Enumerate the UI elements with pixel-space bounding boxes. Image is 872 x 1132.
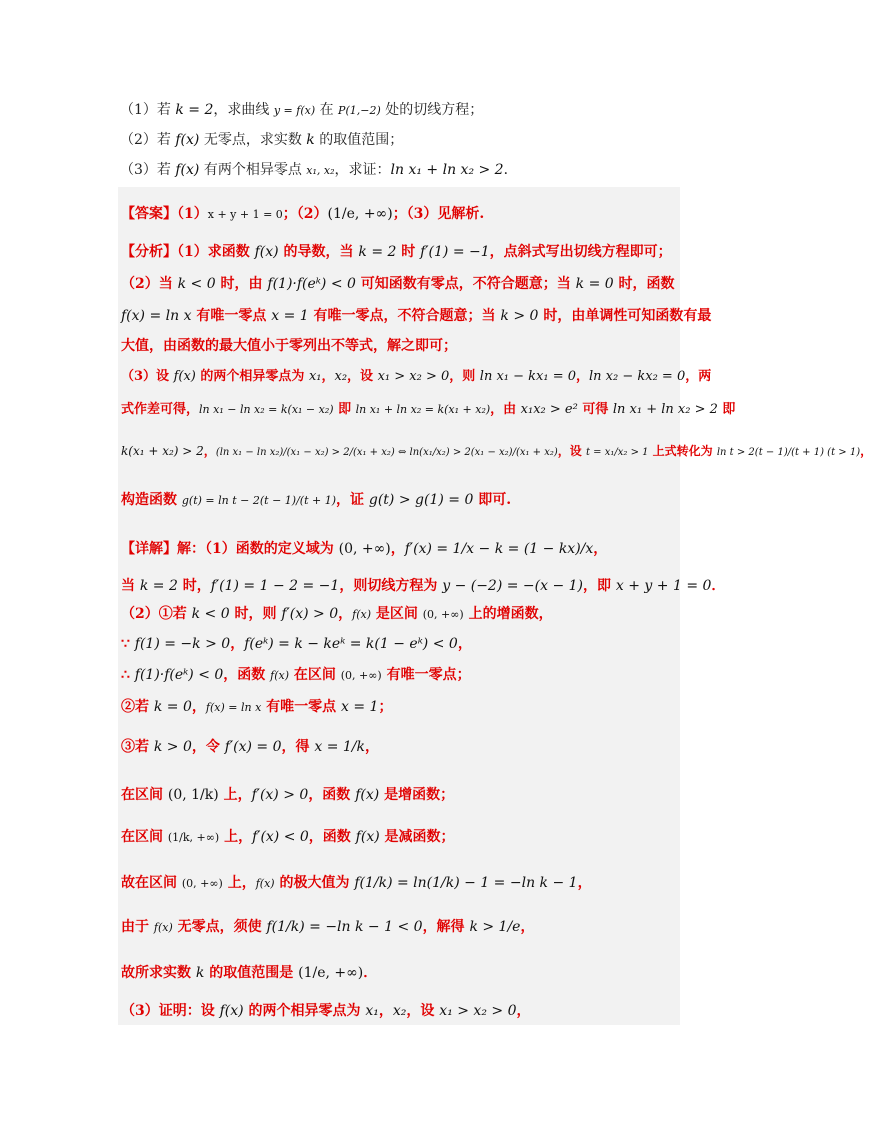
math: f(x) = ln x [121,308,192,324]
analysis-line-6 [121,398,735,417]
detail-text: ， [191,699,206,715]
analysis-text: ，设 [557,444,586,458]
detail-text: 的取值范围是 [204,965,299,981]
math: x₁ [308,369,322,384]
detail-text: 是增函数； [379,787,455,803]
math: x + y + 1 = 0 [615,578,712,594]
detail-text: ③若 [121,739,154,755]
math: ln x₁ + ln x₂ > 2 [390,162,504,178]
detail-text: ②若 [121,699,154,715]
analysis-text: 的两个相异零点为 [195,369,309,384]
detail-line-5 [121,664,471,684]
analysis-text: 的导数，当 [278,244,359,260]
detail-text: ， [390,541,405,557]
analysis-text: （2）当 [121,276,178,292]
detail-text: ， [520,919,535,935]
detail-text: ， [593,541,608,557]
math: ln x₁ − ln x₂ = k(x₁ − x₂) [199,403,334,416]
answer-line [121,203,484,223]
analysis-text: 大值，由函数的最大值小于零列出不等式，解之即可； [121,338,457,354]
math: f(1/k) = ln(1/k) − 1 = −ln k − 1 [354,875,578,891]
detail-text: 是区间 [370,606,423,622]
detail-text: （3）证明：设 [121,1003,220,1019]
analysis-text: ，点斜式写出切线方程即可； [489,244,672,260]
math: ln x₁ + ln x₂ = k(x₁ + x₂) [355,403,491,416]
analysis-text: 构造函数 [121,492,182,508]
analysis-text: 即 [717,402,736,417]
math: x + y + 1 = 0 [207,208,283,221]
analysis-text: ， [203,444,216,458]
math: (1/k, +∞) [167,831,220,844]
math: f(x) [352,608,371,621]
detail-text: 是减函数； [379,829,455,845]
detail-text: ， [338,606,353,622]
math: x = 1 [341,699,379,715]
analysis-text: 时，由单调性可知函数有最 [538,308,712,324]
math: k > 1/e [469,919,521,935]
detail-text: 上的增函数， [463,606,553,622]
detail-text: ，得 [281,739,315,755]
math: f(x) [355,787,380,803]
math: (0, +∞) [340,669,382,682]
detail-text: 时， [177,578,211,594]
math: g(t) = ln t − 2(t − 1)/(t + 1) [181,494,336,507]
math: ln x₁ − kx₁ = 0 [479,369,576,384]
detail-text: ，即 [583,578,616,594]
analysis-text: 可得 [577,402,613,417]
math: f(x) [219,1003,244,1019]
question-text: ． [503,162,518,178]
detail-text: ，函数 [223,667,271,683]
math: f(x) [254,244,279,260]
detail-text: 故所求实数 [121,965,196,981]
analysis-line-4 [121,335,457,355]
math: f′(x) = 0 [224,739,282,755]
analysis-text: 可知函数有零点，不符合题意；当 [355,276,576,292]
math: f(1) = −k > 0 [134,636,231,652]
detail-text: ； [378,699,393,715]
detail-line-6 [121,696,392,716]
analysis-text: 即可. [473,492,512,508]
math: x₁x₂ > e² [520,402,578,417]
math: f(x) [153,921,173,934]
detail-text: 的两个相异零点为 [243,1003,366,1019]
detail-text: ，函数 [308,829,356,845]
detail-text: ， [516,1003,531,1019]
detail-text: ． [363,965,378,981]
answer-text: ；（3）见解析. [392,206,485,222]
detail-text: ，解得 [422,919,470,935]
math: f(1)·f(eᵏ) < 0 [134,667,224,683]
math: (0, +∞) [422,608,464,621]
detail-text: ， [230,636,245,652]
math: x = 1 [271,308,309,324]
math: k [195,965,205,981]
analysis-line-8 [121,489,511,509]
detail-text: 的极大值为 [274,875,355,891]
detail-text: 有唯一零点； [381,667,471,683]
question-text: ，求曲线 [213,102,274,118]
detail-text: ． [711,578,726,594]
math: k [306,132,315,148]
math: f(1/k) = −ln k − 1 < 0 [266,919,423,935]
analysis-text: 时，由 [215,276,268,292]
math: x₂ [392,1003,407,1019]
math: k = 2 [358,244,397,260]
analysis-text: （3）设 [121,369,174,384]
detail-text: 时，则 [229,606,282,622]
math: (ln x₁ − ln x₂)/(x₁ − x₂) > 2/(x₁ + x₂) ⇔ ln(x₁/x₂) > 2(x₁ − x₂)/(x₁ + x₂) [215,447,558,458]
analysis-text: ，则 [449,369,480,384]
math: ln x₂ − kx₂ = 0 [589,369,686,384]
math: k < 0 [191,606,230,622]
analysis-text: 上式转化为 [648,444,717,458]
question-text: 的取值范围； [314,132,404,148]
math: (1/e, +∞) [298,965,364,981]
detail-text: ， [457,636,472,652]
analysis-line-1 [121,241,672,261]
detail-text: ， [378,1003,393,1019]
detail-line-10 [121,872,592,892]
analysis-line-3 [121,305,711,325]
math: k = 2 [175,102,214,118]
question-3-prefix: （3）若 [120,162,176,178]
detail-text: （2）①若 [121,606,192,622]
math: f(1)·f(eᵏ) < 0 [267,276,356,292]
math: f(x) [175,162,200,178]
answer-label: 【答案】 [121,206,177,222]
math: f′(x) = 1/x − k = (1 − kx)/x [404,541,594,557]
math: f′(x) > 0 [281,606,339,622]
math: f′(x) < 0 [252,829,309,845]
math: (1/e, +∞) [327,206,393,222]
math: t = x₁/x₂ > 1 [585,447,649,458]
math: g(t) > g(1) = 0 [368,492,474,508]
detail-text: ，设 [406,1003,440,1019]
question-text: 无零点，求实数 [199,132,307,148]
analysis-line-2 [121,273,675,293]
analysis-text: 有唯一零点，不符合题意；当 [308,308,501,324]
math: f(x) [355,829,380,845]
question-text: ，求证： [334,162,391,178]
detail-line-13 [121,1000,530,1020]
analysis-text: 时 [396,244,421,260]
math: P(1,−2) [338,104,381,117]
detail-line-12 [121,962,377,982]
math: k(x₁ + x₂) > 2 [121,444,204,458]
math: x₁ > x₂ > 0 [439,1003,517,1019]
detail-text: 无零点，须使 [172,919,267,935]
math: k = 0 [153,699,192,715]
math: y = f(x) [273,104,316,117]
math: k > 0 [153,739,192,755]
detail-text: ，令 [191,739,225,755]
math: x₂ [334,369,348,384]
analysis-text: 时，函数 [613,276,675,292]
question-text: 处的切线方程； [380,102,484,118]
math: k > 0 [500,308,539,324]
math: x₁ > x₂ > 0 [377,369,450,384]
detail-text: 在区间 [289,667,341,683]
analysis-text: ，两 [685,369,712,384]
analysis-text: 即 [333,402,356,417]
analysis-text: ，由 [490,402,521,417]
detail-line-9 [121,826,455,846]
math: x₁, x₂ [306,164,335,177]
detail-line-11 [121,916,534,936]
detail-text: ∵ [121,636,135,652]
detail-line-2 [121,575,725,595]
answer-text: （1） [177,206,208,222]
question-1-prefix: （1）若 [120,102,176,118]
detail-text: ∴ [121,667,135,683]
detail-text: ， [577,875,592,891]
analysis-text: ，设 [347,369,378,384]
detail-line-3 [121,603,553,623]
math: f′(1) = −1 [420,244,490,260]
math: (0, +∞) [181,877,223,890]
detail-line-1 [121,538,607,558]
detail-text: 在区间 [121,787,168,803]
question-1 [120,99,483,119]
math: (0, +∞) [338,541,391,557]
math: x = 1/k [314,739,366,755]
detail-line-7 [121,736,379,756]
math: y − (−2) = −(x − 1) [442,578,584,594]
math: ln t > 2(t − 1)/(t + 1) (t > 1) [716,447,861,458]
math: f(x) = ln x [205,701,262,714]
analysis-text: ， [860,444,872,458]
math: f′(x) > 0 [251,787,309,803]
detail-text: 在区间 [121,829,168,845]
detail-text: ，则切线方程为 [339,578,443,594]
detail-text: 上， [218,787,252,803]
detail-line-4 [121,633,472,653]
math: x₁ [365,1003,379,1019]
question-3 [120,159,518,179]
analysis-text: ， [321,369,335,384]
detail-text: 当 [121,578,140,594]
analysis-line-5 [121,365,711,384]
math: f(x) [255,877,275,890]
detail-line-8 [121,784,454,804]
analysis-line-7 [121,442,872,459]
math: f(x) [175,132,200,148]
analysis-text: 有唯一零点 [191,308,272,324]
detail-text: 【详解】解：（1）函数的定义域为 [121,541,339,557]
analysis-text: ， [576,369,590,384]
math: f′(1) = 1 − 2 = −1 [210,578,340,594]
math: k = 2 [139,578,178,594]
detail-text: 有唯一零点 [261,699,342,715]
question-2 [120,129,403,149]
detail-text: 故在区间 [121,875,182,891]
detail-text: ， [365,739,380,755]
math: f(x) [270,669,290,682]
math: ln x₁ + ln x₂ > 2 [612,402,718,417]
detail-text: 上， [222,875,256,891]
math: k = 0 [575,276,614,292]
question-text: 在 [315,102,339,118]
math: f(eᵏ) = k − keᵏ = k(1 − eᵏ) < 0 [244,636,458,652]
question-2-prefix: （2）若 [120,132,176,148]
math: k < 0 [177,276,216,292]
detail-text: ，函数 [308,787,356,803]
detail-text: 上， [219,829,253,845]
analysis-text: ，证 [336,492,369,508]
analysis-text: 式作差可得， [121,402,200,417]
answer-text: ；（2） [282,206,328,222]
math: f(x) [173,369,196,384]
detail-text: 由于 [121,919,154,935]
analysis-text: 【分析】（1）求函数 [121,244,255,260]
question-text: 有两个相异零点 [199,162,307,178]
math: (0, 1/k) [167,787,219,803]
